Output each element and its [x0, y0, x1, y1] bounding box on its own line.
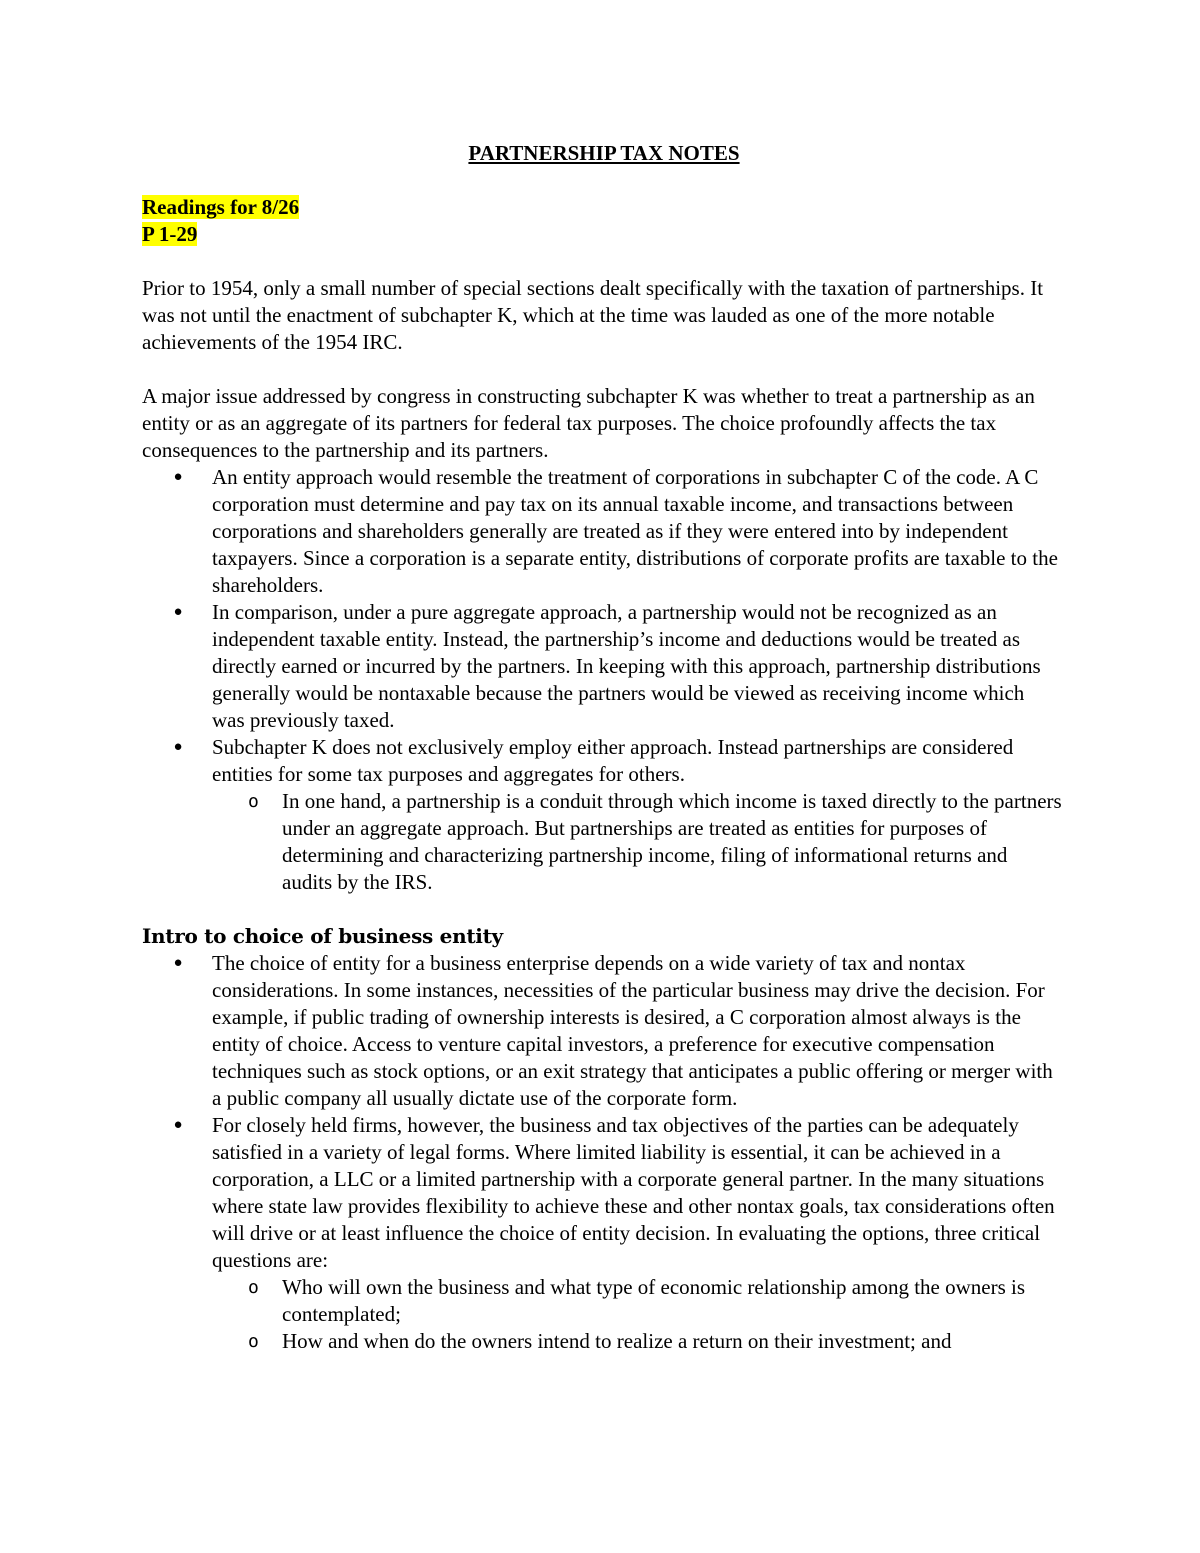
bullet-icon: ●	[173, 1117, 183, 1133]
section-heading: Intro to choice of business entity	[142, 924, 503, 948]
list-item	[173, 950, 1062, 1112]
sub-bullet-icon: o	[248, 1331, 259, 1352]
list-item-text: In comparison, under a pure aggregate approach, a partnership would not be recognized as an independent taxable entity. Instead, the partnership’s income and deductions would be treated as directly earned or incurred by the partners. In keeping with this approach, partnership distributions generally would be nontaxable because the partners would be viewed as receiving income which was previously taxed.	[212, 600, 1041, 732]
list-item-text: For closely held firms, however, the business and tax objectives of the parties can be adequately satisfied in a variety of legal forms. Where limited liability is essential, it can be achieved in a corporation, a LLC or a limited partnership with a corporate general partner. In the many situations where state law provides flexibility to achieve these and other nontax goals, tax considerations often will drive or at least influence the choice of entity decision. In evaluating the options, three critical questions are:	[212, 1113, 1055, 1272]
sub-list	[212, 788, 1062, 896]
sub-list-item-text: How and when do the owners intend to realize a return on their investment; and	[282, 1329, 952, 1353]
sub-bullet-icon: o	[248, 791, 259, 812]
paragraph-entity-vs-aggregate: A major issue addressed by congress in constructing subchapter K was whether to treat a partnership as an entity or as an aggregate of its partners for federal tax purposes. The choice profoundly affects the tax consequences to the partnership and its partners.	[142, 384, 1035, 462]
list-item-text: An entity approach would resemble the treatment of corporations in subchapter C of the code. A C corporation must determine and pay tax on its annual taxable income, and transactions between corporations and shareholders generally are treated as if they were entered into by independent taxpayers. Since a corporation is a separate entity, distributions of corporate profits are taxable to the shareholders.	[212, 465, 1058, 597]
list-item	[173, 464, 1062, 599]
list-item	[173, 1112, 1062, 1355]
sub-list-item	[248, 1328, 1062, 1355]
bullet-icon: ●	[173, 469, 183, 485]
list-item	[173, 734, 1062, 896]
readings-date-text: Readings for 8/26	[142, 195, 300, 219]
bullet-icon: ●	[173, 739, 183, 755]
readings-pages-text: P 1-29	[142, 222, 198, 246]
spacer	[142, 248, 1062, 275]
readings-pages	[142, 221, 1062, 248]
sub-bullet-icon: o	[248, 1277, 259, 1298]
document-title: PARTNERSHIP TAX NOTES	[468, 141, 740, 165]
sub-list-item	[248, 788, 1062, 896]
bullet-icon: ●	[173, 955, 183, 971]
spacer	[142, 896, 1062, 923]
approach-list	[142, 464, 1062, 896]
list-item-text: Subchapter K does not exclusively employ either approach. Instead partnerships are considered entities for some tax purposes and aggregates for others.	[212, 735, 1014, 786]
sub-list-item	[248, 1274, 1062, 1328]
sub-list-item-text: Who will own the business and what type of economic relationship among the owners is contemplated;	[282, 1275, 1026, 1326]
list-item-text: The choice of entity for a business enterprise depends on a wide variety of tax and nontax considerations. In some instances, necessities of the particular business may drive the decision. For example, if public trading of ownership interests is desired, a C corporation almost always is the entity of choice. Access to venture capital investors, a preference for executive compensation techniques such as stock options, or an exit strategy that anticipates a public offering or merger with a public company all usually dictate use of the corporate form.	[212, 951, 1053, 1110]
document-page	[142, 140, 1062, 1355]
spacer	[142, 167, 1062, 194]
paragraph-history: Prior to 1954, only a small number of special sections dealt specifically with the taxation of partnerships. It was not until the enactment of subchapter K, which at the time was lauded as one of the more notable achievements of the 1954 IRC.	[142, 276, 1044, 354]
choice-list	[142, 950, 1062, 1355]
readings-date	[142, 194, 1062, 221]
spacer	[142, 356, 1062, 383]
sub-list-item-text: In one hand, a partnership is a conduit through which income is taxed directly to the partners under an aggregate approach. But partnerships are treated as entities for purposes of determining and characterizing partnership income, filing of informational returns and audits by the IRS.	[282, 789, 1062, 894]
bullet-icon: ●	[173, 604, 183, 620]
sub-list	[212, 1274, 1062, 1355]
list-item	[173, 599, 1062, 734]
